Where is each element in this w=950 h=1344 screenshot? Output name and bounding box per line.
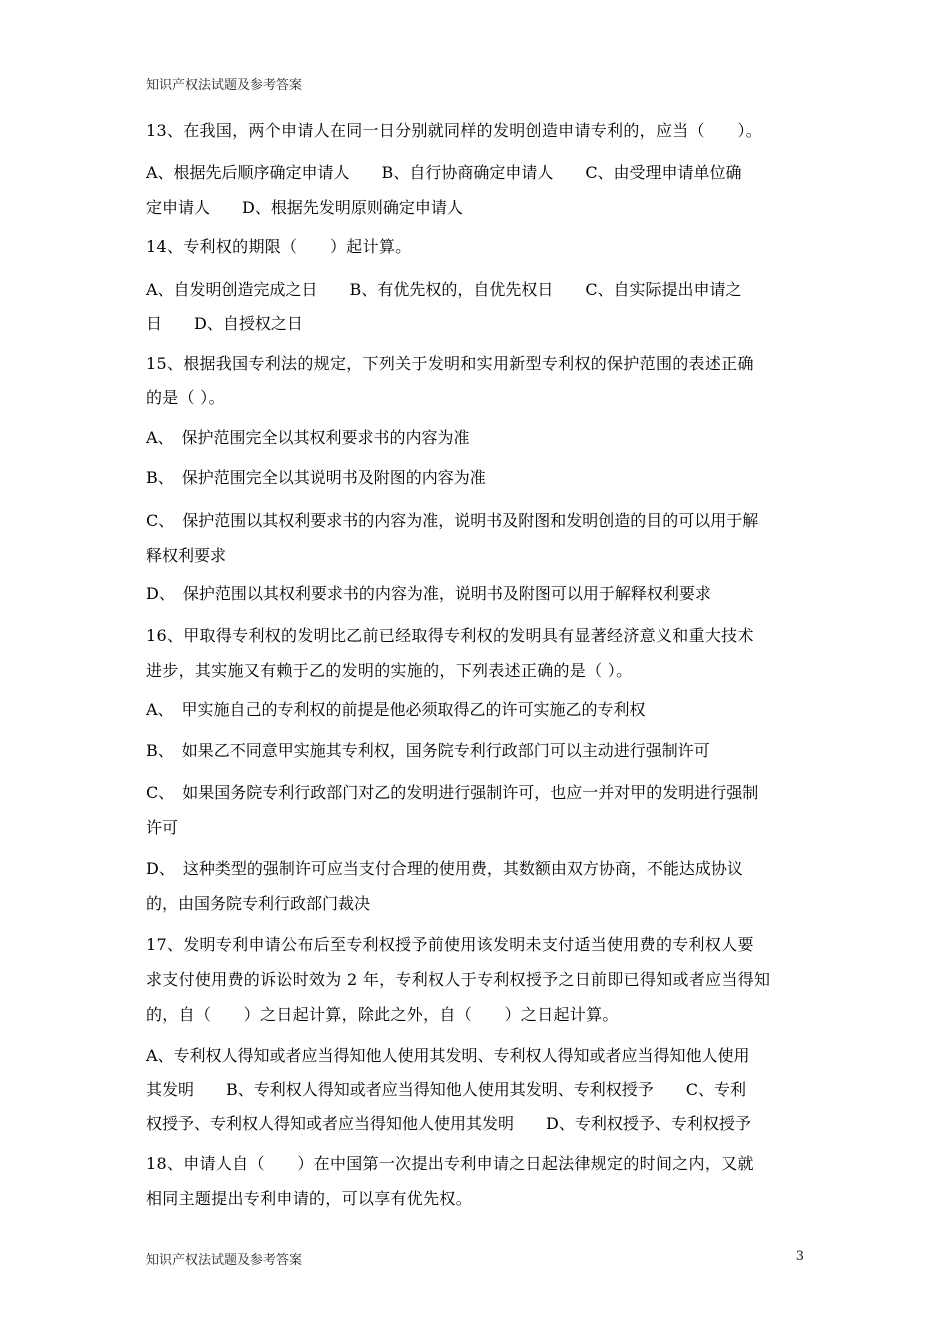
- q13-options-line-1: A、根据先后顺序确定申请人 B、自行协商确定申请人 C、由受理申请单位确: [146, 163, 742, 182]
- q15-option-c-line-2: 释权利要求: [146, 546, 227, 565]
- question-18-line-2: 相同主题提出专利申请的，可以享有优先权。: [146, 1189, 473, 1208]
- q17-options-line-2: 其发明 B、专利权人得知或者应当得知他人使用其发明、专利权授予 C、专利: [146, 1080, 747, 1099]
- question-17-line-1: 17、发明专利申请公布后至专利权授予前使用该发明未支付适当使用费的专利权人要: [146, 935, 754, 954]
- q17-options-line-3: 权授予、专利权人得知或者应当得知他人使用其发明 D、专利权授予、专利权授予: [146, 1114, 751, 1133]
- question-15-line-1: 15、根据我国专利法的规定，下列关于发明和实用新型专利权的保护范围的表述正确: [146, 354, 754, 373]
- q16-option-c-line-2: 许可: [146, 818, 179, 837]
- q15-option-c-line-1: C、 保护范围以其权利要求书的内容为准，说明书及附图和发明创造的目的可以用于解: [146, 511, 759, 530]
- question-14: 14、专利权的期限（ ）起计算。: [146, 237, 412, 256]
- q14-options-line-2: 日 D、自授权之日: [146, 314, 303, 333]
- question-15-line-2: 的是（ ）。: [146, 388, 225, 407]
- page-header: 知识产权法试题及参考答案: [146, 78, 303, 93]
- question-17-line-2: 求支付使用费的诉讼时效为 2 年，专利权人于专利权授予之日前即已得知或者应当得知: [146, 970, 771, 989]
- q16-option-d-line-1: D、 这种类型的强制许可应当支付合理的使用费，其数额由双方协商，不能达成协议: [146, 859, 743, 878]
- page-number: 3: [795, 1249, 804, 1264]
- q17-options-line-1: A、专利权人得知或者应当得知他人使用其发明、专利权人得知或者应当得知他人使用: [146, 1046, 750, 1065]
- question-17-line-3: 的，自（ ）之日起计算，除此之外，自（ ）之日起计算。: [146, 1005, 619, 1024]
- question-18-line-1: 18、申请人自（ ）在中国第一次提出专利申请之日起法律规定的时间之内，又就: [146, 1154, 754, 1173]
- q15-option-b: B、 保护范围完全以其说明书及附图的内容为准: [146, 468, 486, 487]
- q16-option-a: A、 甲实施自己的专利权的前提是他必须取得乙的许可实施乙的专利权: [146, 700, 646, 719]
- q16-option-b: B、 如果乙不同意甲实施其专利权，国务院专利行政部门可以主动进行强制许可: [146, 741, 710, 760]
- q15-option-a: A、 保护范围完全以其权利要求书的内容为准: [146, 428, 470, 447]
- question-16-line-2: 进步，其实施又有赖于乙的发明的实施的，下列表述正确的是（ ）。: [146, 661, 633, 680]
- q16-option-c-line-1: C、 如果国务院专利行政部门对乙的发明进行强制许可，也应一并对甲的发明进行强制: [146, 783, 759, 802]
- question-13: 13、在我国，两个申请人在同一日分别就同样的发明创造申请专利的，应当（ ）。: [146, 121, 763, 140]
- page-footer: 知识产权法试题及参考答案: [146, 1253, 303, 1268]
- q16-option-d-line-2: 的，由国务院专利行政部门裁决: [146, 894, 371, 913]
- q13-options-line-2: 定申请人 D、根据先发明原则确定申请人: [146, 198, 463, 217]
- q15-option-d: D、 保护范围以其权利要求书的内容为准，说明书及附图可以用于解释权利要求: [146, 584, 711, 603]
- q14-options-line-1: A、自发明创造完成之日 B、有优先权的，自优先权日 C、自实际提出申请之: [146, 280, 742, 299]
- question-16-line-1: 16、甲取得专利权的发明比乙前已经取得专利权的发明具有显著经济意义和重大技术: [146, 626, 754, 645]
